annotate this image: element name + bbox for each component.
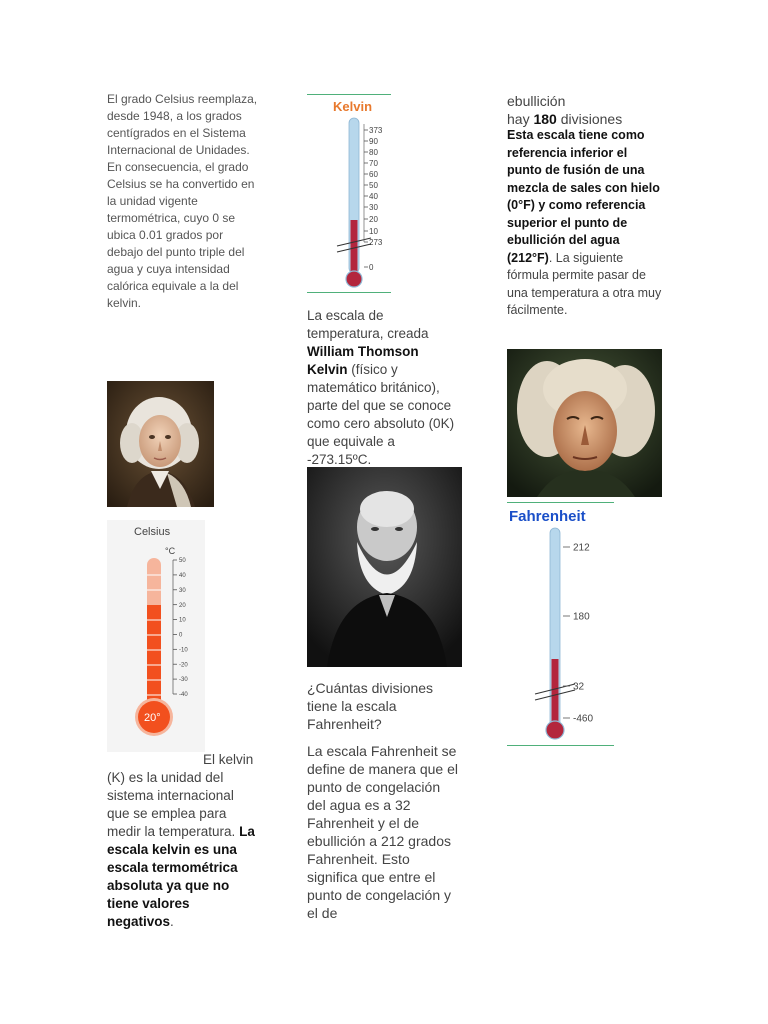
anders-celsius-portrait <box>107 381 214 507</box>
kelvin-tick-label: 0 <box>369 262 374 272</box>
celsius-tick-label: -40 <box>179 692 188 699</box>
fahrenheit-reference-paragraph <box>507 127 662 320</box>
william-thomson-kelvin-portrait <box>307 467 462 667</box>
fahrenheit-tick-label: 32 <box>573 681 585 693</box>
kelvin-scale-paragraph <box>307 307 462 469</box>
continuation-line-2-pre: hay <box>507 111 530 127</box>
kelvin-tick-label: 50 <box>369 180 378 190</box>
celsius-tick-label: -30 <box>179 677 188 684</box>
continuation-line-2-bold: 180 <box>533 111 557 127</box>
kelvin-tick-label: 373 <box>369 125 383 135</box>
kelvin-definition-paragraph <box>107 751 259 931</box>
kelvin-tick-label: 40 <box>369 191 378 201</box>
kelvin-tick-label: 20 <box>369 214 378 224</box>
kelvin-bottom-rule <box>307 292 391 293</box>
celsius-intro-text: El grado Celsius reemplaza, desde 1948, a los grados centígrados en el Sistema Internacional de Unidades. En consecuencia, el grado Celsius se ha convertido en la unidad vigente termométrica, cuyo 0 se ubica 0.01 grados por debajo del punto triple del agua y cuya intensidad calórica equivale a la del kelvin. <box>107 92 258 310</box>
celsius-intro-paragraph <box>107 91 259 312</box>
fahrenheit-question <box>307 679 462 733</box>
kelvin-definition-bold: La escala kelvin es una escala termométrica absoluta ya que no tiene valores negativos <box>107 824 255 929</box>
celsius-thermometer <box>107 520 205 752</box>
fahrenheit-continuation-paragraph <box>507 92 662 128</box>
celsius-tick-label: 10 <box>179 617 186 624</box>
celsius-tick-label: -20 <box>179 662 188 669</box>
kelvin-tick-label: 10 <box>369 226 378 236</box>
celsius-tick-label: 0 <box>179 632 183 639</box>
fahrenheit-tick-label: -460 <box>573 713 594 725</box>
fahrenheit-scale <box>563 543 593 725</box>
kelvin-tick-label: 70 <box>369 158 378 168</box>
celsius-title: Celsius <box>134 526 171 538</box>
fahrenheit-reference-bold: Esta escala tiene como referencia inferior el punto de fusión de una mezcla de sales con hielo (0°F) y como referencia superior el punto de ebullición del agua (212°F) <box>507 128 660 265</box>
continuation-line-1: ebullición <box>507 93 566 109</box>
fahrenheit-definition-text: La escala Fahrenheit se define de manera que el punto de congelación del agua es a 32 Fahrenheit y el de ebullición a 212 grados Fahrenheit. Esto significa que entre el punto de congelación y el de <box>307 743 458 921</box>
fahrenheit-bottom-rule <box>507 745 614 746</box>
celsius-tick-label: 50 <box>179 558 186 565</box>
fahrenheit-bulb <box>546 721 564 739</box>
kelvin-tick-label: 60 <box>369 169 378 179</box>
celsius-tick-label: 20 <box>179 602 186 609</box>
fahrenheit-tick-label: 180 <box>573 611 590 623</box>
continuation-line-2-post: divisiones <box>560 111 623 127</box>
fahrenheit-title: Fahrenheit <box>509 508 586 525</box>
kelvin-bulb <box>346 271 362 287</box>
celsius-tick-label: 30 <box>179 587 186 594</box>
celsius-tick-label: 40 <box>179 572 186 579</box>
fahrenheit-top-rule <box>507 502 614 503</box>
kelvin-tick-label: 80 <box>369 147 378 157</box>
kelvin-thermometer <box>307 96 397 290</box>
kelvin-title: Kelvin <box>333 99 373 114</box>
fahrenheit-question-text: ¿Cuántas divisiones tiene la escala Fahrenheit? <box>307 680 434 732</box>
kelvin-definition-end: . <box>170 914 174 929</box>
celsius-unit-label: °C <box>165 546 176 556</box>
kelvin-scale-pre: La escala de temperatura, creada <box>307 308 429 341</box>
kelvin-definition-body: (K) es la unidad del sistema internacional que se emplea para medir la temperatura. <box>107 770 236 839</box>
kelvin-scale <box>364 126 383 272</box>
fahrenheit-reference-after: . La siguiente fórmula permite pasar de una temperatura a otra muy fácilmente. <box>507 250 662 317</box>
kelvin-definition-lead: El kelvin <box>203 752 254 767</box>
kelvin-tick-label: 273 <box>369 237 383 247</box>
celsius-tick-label: -10 <box>179 647 188 654</box>
kelvin-scale-post: (físico y matemático británico), parte del que se conoce como cero absoluto (0K) que equivale a -273.15ºC. <box>307 362 455 467</box>
fahrenheit-thermometer <box>507 504 617 744</box>
celsius-bulb-value: 20° <box>144 712 161 724</box>
kelvin-tick-label: 30 <box>369 202 378 212</box>
kelvin-top-rule <box>307 94 391 95</box>
daniel-fahrenheit-portrait <box>507 349 662 497</box>
fahrenheit-definition-paragraph <box>307 742 462 922</box>
fahrenheit-tick-label: 212 <box>573 542 590 554</box>
kelvin-scale-bold: William Thomson Kelvin <box>307 344 419 377</box>
kelvin-tick-label: 90 <box>369 136 378 146</box>
